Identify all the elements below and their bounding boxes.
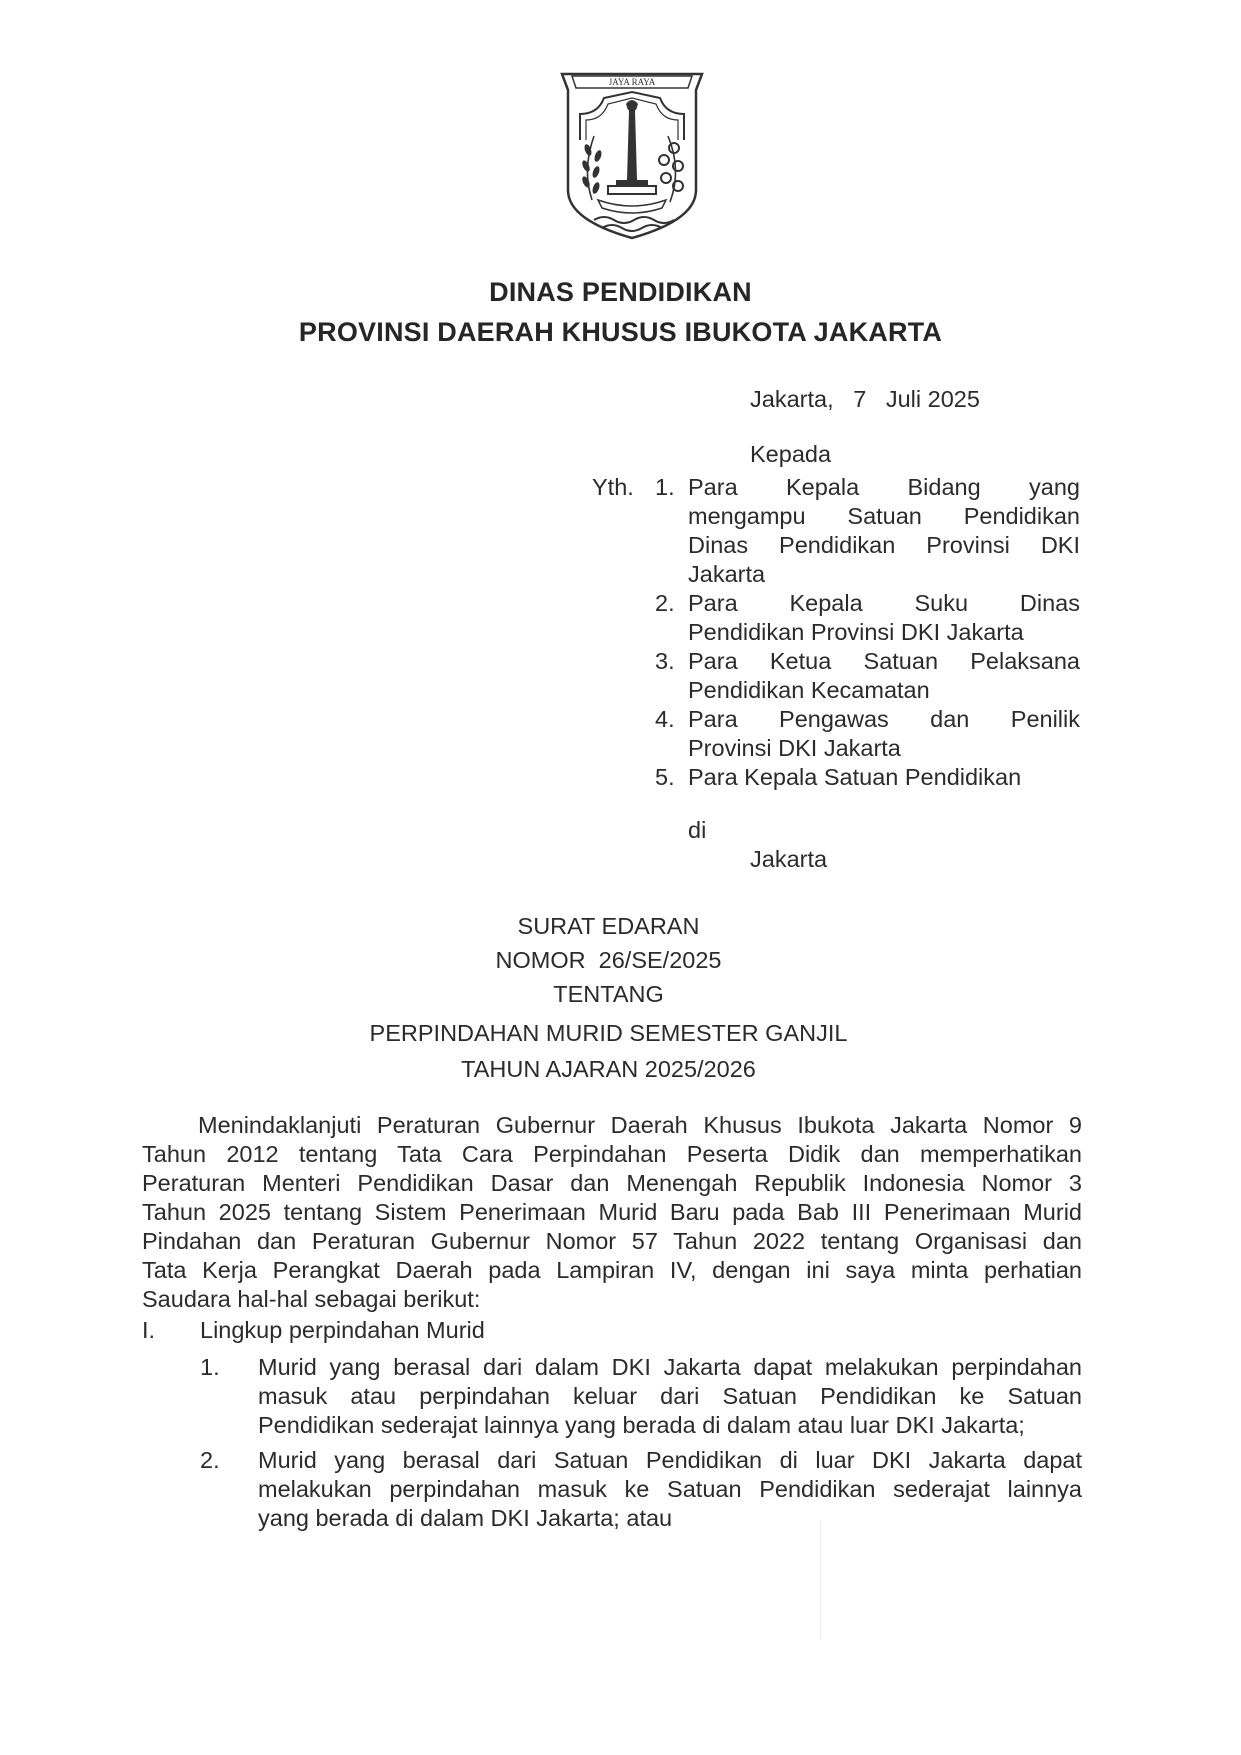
recipient-number: 5. [655, 764, 675, 790]
item-line: Pendidikan sederajat lainnya yang berada di dalam atau luar DKI Jakarta; [258, 1412, 1025, 1438]
item-line: yang berada di dalam DKI Jakarta; atau [258, 1505, 673, 1531]
paragraph-line: Tahun 2025 tentang Sistem Penerimaan Murid Baru pada Bab III Penerimaan Murid [142, 1199, 1082, 1225]
addressee-city: Jakarta [750, 846, 828, 872]
item-line: Murid yang berasal dari dalam DKI Jakarta dapat melakukan perpindahan [258, 1354, 1082, 1380]
paragraph-line: Tahun 2012 tentang Tata Cara Perpindahan Peserta Didik dan memperhatikan [142, 1141, 1082, 1167]
paragraph-line: Pindahan dan Peraturan Gubernur Nomor 57 Tahun 2022 tentang Organisasi dan [142, 1228, 1082, 1254]
item-line: masuk atau perpindahan keluar dari Satuan Pendidikan ke Satuan [258, 1383, 1082, 1409]
date-city: Jakarta, [750, 386, 834, 412]
recipient-item [650, 647, 1080, 705]
paragraph-line: Tata Kerja Perangkat Daerah pada Lampiran IV, dengan ini saya minta perhatian [142, 1257, 1082, 1283]
recipient-item [650, 763, 1080, 792]
list-item [258, 1353, 1082, 1440]
academic-year: TAHUN AJARAN 2025/2026 [461, 1056, 756, 1082]
item-number: 1. [200, 1354, 220, 1380]
date-day: 7 [853, 386, 867, 412]
scan-artifact-line [820, 1520, 821, 1640]
recipient-line: Para Ketua Satuan Pelaksana [688, 648, 1080, 674]
recipient-item [650, 473, 1080, 589]
list-item [258, 1446, 1082, 1533]
section-number: I. [142, 1317, 156, 1343]
recipient-item [650, 589, 1080, 647]
province-name: PROVINSI DAERAH KHUSUS IBUKOTA JAKARTA [298, 317, 943, 347]
tentang-label: TENTANG [553, 981, 664, 1007]
recipient-line: Dinas Pendidikan Provinsi DKI [688, 532, 1080, 558]
paragraph-line: Peraturan Menteri Pendidikan Dasar dan Menengah Republik Indonesia Nomor 3 [142, 1170, 1082, 1196]
section-title: Lingkup perpindahan Murid [200, 1317, 485, 1343]
recipient-line: Provinsi DKI Jakarta [688, 735, 901, 761]
item-number: 2. [200, 1447, 220, 1473]
recipient-line: Para Kepala Bidang yang [688, 474, 1080, 500]
yth-label: Yth. [592, 474, 634, 500]
letter-date [750, 385, 980, 414]
document-number: NOMOR 26/SE/2025 [495, 947, 722, 973]
recipient-line: Para Kepala Satuan Pendidikan [688, 764, 1022, 790]
recipient-line: Pendidikan Provinsi DKI Jakarta [688, 619, 1024, 645]
date-month-year: Juli 2025 [885, 386, 980, 412]
paragraph-line: Saudara hal-hal sebagai berikut: [142, 1286, 481, 1312]
recipient-line: Para Pengawas dan Penilik [688, 706, 1080, 732]
item-line: melakukan perpindahan masuk ke Satuan Pendidikan sederajat lainnya [258, 1476, 1082, 1502]
di-label: di [688, 817, 707, 843]
recipient-item [650, 705, 1080, 763]
jakarta-coat-of-arms-logo [558, 70, 706, 242]
recipient-number: 3. [655, 648, 675, 674]
item-line: Murid yang berasal dari Satuan Pendidikan di luar DKI Jakarta dapat [258, 1447, 1082, 1473]
recipient-line: Para Kepala Suku Dinas [688, 590, 1080, 616]
recipient-number: 2. [655, 590, 675, 616]
recipient-number: 1. [655, 474, 675, 500]
agency-name: DINAS PENDIDIKAN [489, 277, 752, 307]
intro-paragraph [142, 1111, 1082, 1314]
kepada-label: Kepada [750, 441, 832, 467]
recipient-line: Jakarta [688, 561, 766, 587]
recipient-line: mengampu Satuan Pendidikan [688, 503, 1080, 529]
logo-motto: JAYA RAYA [608, 77, 656, 87]
recipient-line: Pendidikan Kecamatan [688, 677, 930, 703]
document-type: SURAT EDARAN [517, 913, 700, 939]
recipient-number: 4. [655, 706, 675, 732]
recipient-list [650, 473, 1080, 792]
paragraph-line: Menindaklanjuti Peraturan Gubernur Daerah Khusus Ibukota Jakarta Nomor 9 [198, 1112, 1082, 1138]
document-subject: PERPINDAHAN MURID SEMESTER GANJIL [369, 1020, 848, 1046]
